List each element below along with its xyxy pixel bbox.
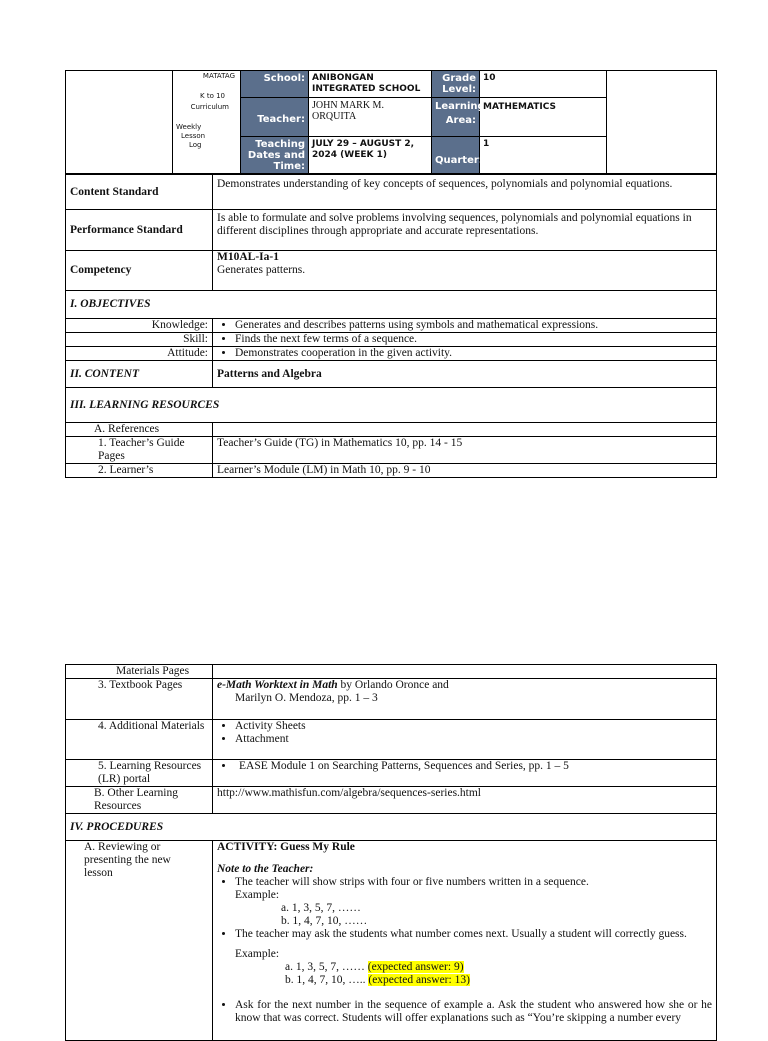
competency-label: Competency bbox=[66, 251, 213, 291]
header-left-blank bbox=[66, 71, 173, 173]
textbook-line2: Marilyn O. Mendoza, pp. 1 – 3 bbox=[235, 692, 378, 704]
bullet-text: • The teacher will show strips with four or five numbers written in a sequence. bbox=[235, 876, 589, 888]
materials-pages-blank bbox=[213, 665, 717, 679]
skill-text: • Finds the next few terms of a sequence. bbox=[235, 333, 712, 346]
content-heading: II. CONTENT bbox=[66, 361, 213, 388]
school-value: ANIBONGAN INTEGRATED SCHOOL bbox=[309, 71, 432, 98]
dates-value: JULY 29 – AUGUST 2, 2024 (WEEK 1) bbox=[309, 137, 432, 173]
area-label: Learning Area: bbox=[432, 98, 480, 137]
knowledge-label: Knowledge: bbox=[66, 319, 213, 333]
logo-line: Log bbox=[189, 141, 202, 149]
additional-materials-label: 4. Additional Materials bbox=[66, 720, 213, 760]
performance-standard-text: Is able to formulate and solve problems involving sequences, polynomials and polynomial equations in different disciplines through appropriate and accurate representations. bbox=[213, 210, 717, 251]
resources-heading: III. LEARNING RESOURCES bbox=[66, 388, 717, 423]
procedures-heading-row bbox=[66, 814, 717, 841]
bullet-text: • Ask for the next number in the sequence of example a. Ask the student who answered how she or he know that was correct. Students will offer explanations such as “You’re skipping a number every bbox=[235, 999, 712, 1024]
textbook-title: e-Math Worktext in Math bbox=[217, 679, 338, 691]
content-standard-text: Demonstrates understanding of key concepts of sequences, polynomials and polynomial equations. bbox=[213, 175, 717, 210]
competency-code: M10AL-Ia-1 bbox=[217, 251, 279, 263]
lesson-table-part2 bbox=[65, 664, 717, 1041]
attitude-text: • Demonstrates cooperation in the given activity. bbox=[235, 347, 712, 360]
lr-portal-cell bbox=[213, 760, 717, 787]
logo-line: Curriculum bbox=[190, 103, 229, 111]
materials-pages-label: Materials Pages bbox=[66, 665, 213, 679]
content-standard-row bbox=[66, 175, 717, 210]
activity-title: ACTIVITY: Guess My Rule bbox=[217, 841, 355, 853]
review-label: A. Reviewing or presenting the new lesson bbox=[66, 841, 213, 1041]
learners-row bbox=[66, 464, 717, 478]
attitude-cell bbox=[213, 347, 717, 361]
lr-portal-text: • EASE Module 1 on Searching Patterns, Sequences and Series, pp. 1 – 5 bbox=[235, 760, 712, 773]
grade-value: 10 bbox=[480, 71, 607, 98]
review-row bbox=[66, 841, 717, 1041]
additional-item: • Activity Sheets bbox=[235, 720, 712, 733]
textbook-cell bbox=[213, 679, 717, 720]
teachers-guide-label: 1. Teacher’s Guide Pages bbox=[66, 437, 213, 464]
logo-line: Lesson bbox=[181, 132, 206, 140]
knowledge-text: • Generates and describes patterns using symbols and mathematical expressions. bbox=[235, 319, 712, 332]
other-resources-link[interactable]: http://www.mathisfun.com/algebra/sequences-series.html bbox=[213, 787, 717, 814]
content-text: Patterns and Algebra bbox=[213, 361, 717, 388]
objectives-heading-row bbox=[66, 291, 717, 319]
other-resources-label: B. Other Learning Resources bbox=[66, 787, 213, 814]
additional-materials-cell bbox=[213, 720, 717, 760]
knowledge-cell bbox=[213, 319, 717, 333]
area-value: MATHEMATICS bbox=[480, 98, 607, 137]
grade-label: Grade Level: bbox=[432, 71, 480, 98]
teacher-label: Teacher: bbox=[241, 98, 309, 137]
quarter-value: 1 bbox=[480, 137, 607, 173]
references-blank bbox=[213, 423, 717, 437]
school-label: School: bbox=[241, 71, 309, 98]
skill-cell bbox=[213, 333, 717, 347]
example-item bbox=[235, 961, 712, 974]
bullet-text: • The teacher may ask the students what number comes next. Usually a student will correctly guess. bbox=[235, 928, 687, 940]
logo-line: K to 10 bbox=[200, 92, 225, 100]
textbook-line1 bbox=[217, 679, 712, 692]
additional-item: • Attachment bbox=[235, 733, 712, 746]
logo-line: MATATAG bbox=[202, 72, 235, 80]
review-cell bbox=[213, 841, 717, 1041]
performance-standard-label: Performance Standard bbox=[66, 210, 213, 251]
lr-portal-row bbox=[66, 760, 717, 787]
resources-heading-row bbox=[66, 388, 717, 423]
teachers-guide-text: Teacher’s Guide (TG) in Mathematics 10, pp. 14 - 15 bbox=[213, 437, 717, 464]
competency-text: Generates patterns. bbox=[217, 264, 306, 276]
skill-row bbox=[66, 333, 717, 347]
references-label: A. References bbox=[66, 423, 213, 437]
lr-portal-label: 5. Learning Resources (LR) portal bbox=[66, 760, 213, 787]
additional-materials-row bbox=[66, 720, 717, 760]
header-block bbox=[65, 70, 717, 174]
logo-line: Weekly bbox=[176, 123, 202, 131]
note-title: Note to the Teacher: bbox=[217, 863, 314, 875]
expected-answer: (expected answer: 9) bbox=[367, 961, 464, 973]
example-label: Example: bbox=[235, 889, 280, 901]
procedure-bullet bbox=[235, 876, 712, 928]
procedure-bullet bbox=[235, 999, 712, 1025]
example-sequence: a. 1, 3, 5, 7, …… bbox=[285, 961, 368, 973]
references-row bbox=[66, 423, 717, 437]
textbook-authors: by Orlando Oronce and bbox=[337, 679, 449, 691]
materials-pages-row bbox=[66, 665, 717, 679]
teachers-guide-row bbox=[66, 437, 717, 464]
skill-label: Skill: bbox=[66, 333, 213, 347]
textbook-label: 3. Textbook Pages bbox=[66, 679, 213, 720]
example-item bbox=[235, 974, 712, 987]
teacher-value: JOHN MARK M. ORQUITA bbox=[309, 98, 432, 137]
curriculum-logo bbox=[173, 71, 241, 173]
competency-row bbox=[66, 251, 717, 291]
procedure-bullet bbox=[235, 928, 712, 987]
example-item: a. 1, 3, 5, 7, …… bbox=[281, 902, 361, 914]
expected-answer: (expected answer: 13) bbox=[368, 974, 470, 986]
content-standard-label: Content Standard bbox=[66, 175, 213, 210]
procedures-heading: IV. PROCEDURES bbox=[66, 814, 717, 841]
attitude-row bbox=[66, 347, 717, 361]
example-sequence: b. 1, 4, 7, 10, ….. bbox=[285, 974, 369, 986]
learners-text: Learner’s Module (LM) in Math 10, pp. 9 - 10 bbox=[213, 464, 717, 478]
textbook-row bbox=[66, 679, 717, 720]
competency-cell bbox=[213, 251, 717, 291]
quarter-label: Quarter: bbox=[432, 137, 480, 173]
performance-standard-row bbox=[66, 210, 717, 251]
example-label: Example: bbox=[235, 948, 280, 960]
other-resources-row bbox=[66, 787, 717, 814]
learners-label: 2. Learner’s bbox=[66, 464, 213, 478]
content-row bbox=[66, 361, 717, 388]
lesson-table-part1 bbox=[65, 174, 717, 478]
knowledge-row bbox=[66, 319, 717, 333]
attitude-label: Attitude: bbox=[66, 347, 213, 361]
dates-label: Teaching Dates and Time: bbox=[241, 137, 309, 173]
example-item: b. 1, 4, 7, 10, …… bbox=[281, 915, 368, 927]
objectives-heading: I. OBJECTIVES bbox=[66, 291, 717, 319]
